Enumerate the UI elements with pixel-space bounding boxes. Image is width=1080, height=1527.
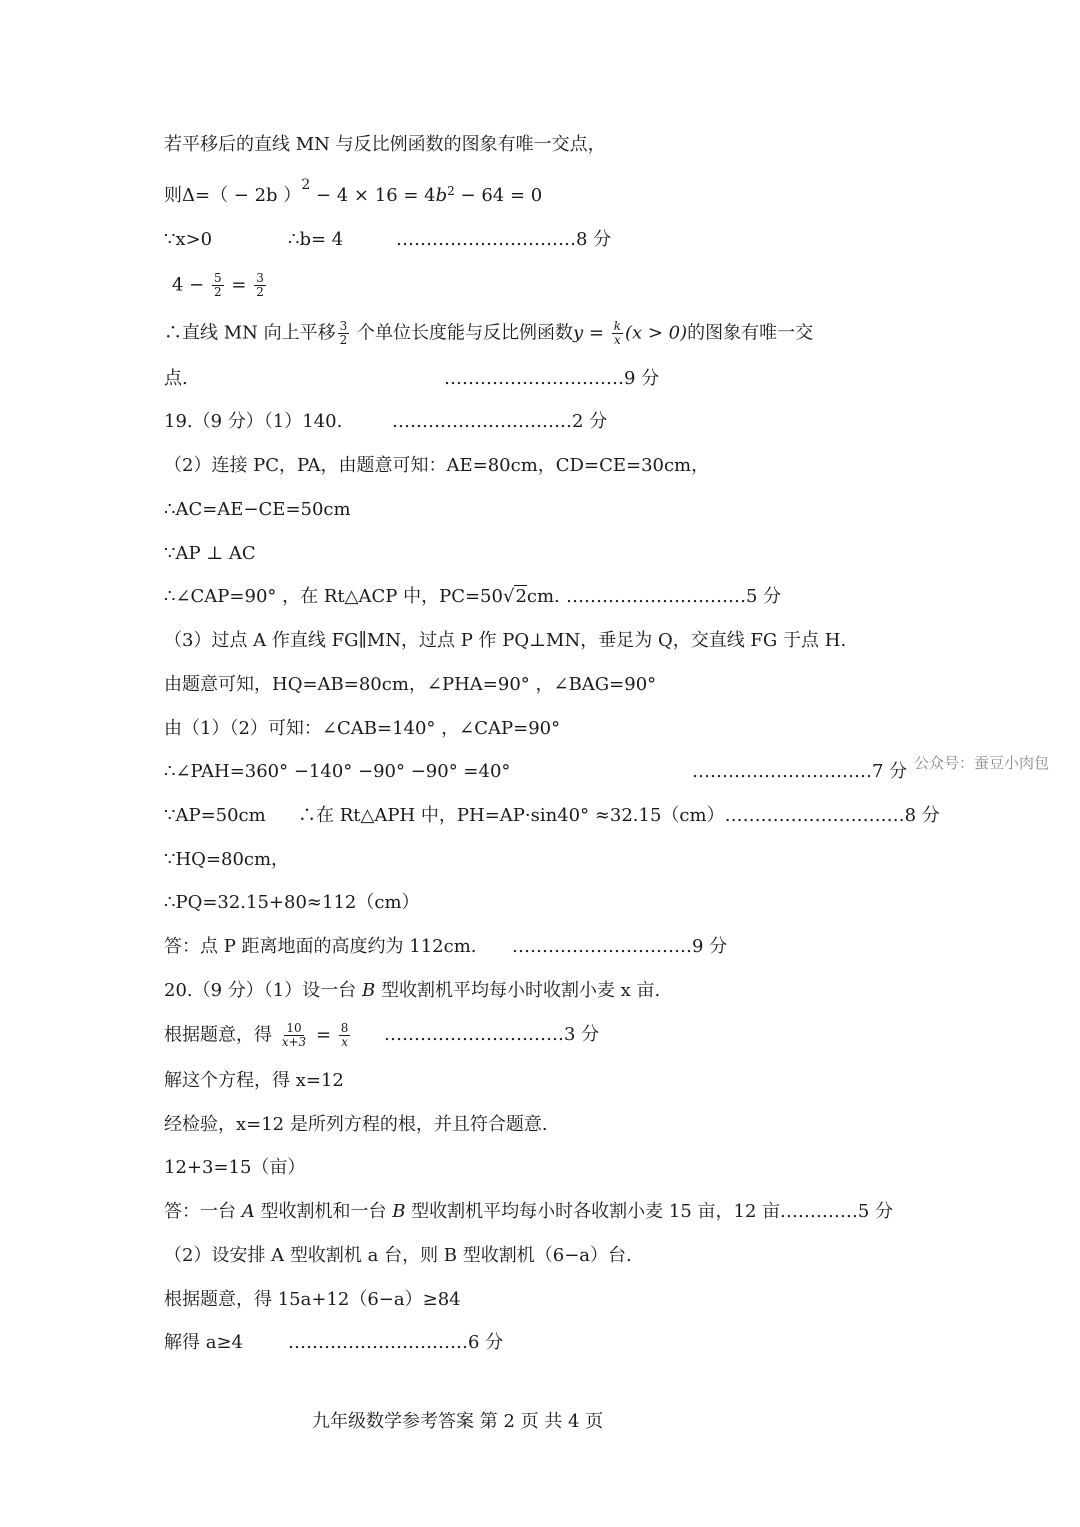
score-marker: …………………………2 分 <box>392 411 608 432</box>
text: (x > 0) <box>624 322 688 344</box>
question-heading <box>164 978 660 1004</box>
fraction-line <box>172 272 268 299</box>
text-line: 答：点 P 距离地面的高度约为 112cm. <box>164 936 477 957</box>
equation-line <box>164 1022 352 1049</box>
text-line <box>164 584 560 610</box>
denominator: x <box>613 333 621 347</box>
text-line: 根据题意，得 15a+12（6−a）≥84 <box>164 1289 461 1310</box>
exponent: 2 <box>447 184 455 198</box>
text: 4 − <box>172 274 205 296</box>
text: 根据题意，得 <box>164 1024 272 1046</box>
radicand: 2 <box>515 586 527 607</box>
text-line: （2）设安排 A 型收割机 a 台，则 B 型收割机（6−a）台. <box>164 1245 632 1266</box>
variable: B <box>361 980 376 1001</box>
score-marker: …………………………7 分 <box>692 761 908 782</box>
text: 的图象有唯一交 <box>687 322 814 344</box>
fraction <box>212 272 224 299</box>
text: = <box>231 274 247 296</box>
text-line: ∵x>0 <box>164 229 213 250</box>
text: ∴∠CAP=90° ，在 Rt△ACP 中，PC=50 <box>164 586 503 607</box>
text: = <box>583 322 610 344</box>
text: 型收割机和一台 <box>254 1201 393 1222</box>
text: 答：一台 <box>164 1201 242 1222</box>
text-line: 由（1）（2）可知：∠CAB=140° ，∠CAP=90° <box>164 718 561 739</box>
text: 个单位长度能与反比例函数 <box>351 322 573 344</box>
text-line: 解这个方程，得 x=12 <box>164 1070 344 1091</box>
score-marker: …………………………9 分 <box>444 368 660 389</box>
fraction <box>612 320 623 347</box>
page-footer: 九年级数学参考答案 第 2 页 共 4 页 <box>312 1411 604 1432</box>
text-line: （2）连接 PC，PA，由题意可知：AE=80cm，CD=CE=30cm， <box>164 455 710 476</box>
text-line: 经检验，x=12 是所列方程的根，并且符合题意. <box>164 1114 548 1135</box>
text-line: （3）过点 A 作直线 FG∥MN，过点 P 作 PQ⊥MN，垂足为 Q，交直线 FG 于点 H. <box>164 630 847 651</box>
score-marker: …………………………9 分 <box>512 936 728 957</box>
variable: B <box>392 1201 406 1222</box>
text-line: ∴PQ=32.15+80≈112（cm） <box>164 892 420 913</box>
text-line: 解得 a≥4 <box>164 1332 243 1353</box>
score-marker: …………………………6 分 <box>288 1332 504 1353</box>
text: cm. <box>526 586 560 607</box>
score-marker: …………………………8 分 <box>396 229 612 250</box>
numerator: 3 <box>339 319 348 333</box>
text-line: 点. <box>164 368 188 389</box>
text: ∴b= 4 <box>288 229 344 250</box>
text-line: 若平移后的直线 MN 与反比例函数的图象有唯一交点， <box>164 134 606 155</box>
fraction <box>339 1022 351 1049</box>
fraction <box>280 1022 308 1049</box>
denominator: x <box>341 1035 348 1049</box>
denominator: x+3 <box>281 1035 307 1049</box>
score-marker: …………………………3 分 <box>384 1024 600 1045</box>
text: 型收割机平均每小时收割小麦 x 亩. <box>375 980 661 1001</box>
text-line: 由题意可知，HQ=AB=80cm，∠PHA=90° ，∠BAG=90° <box>164 674 657 695</box>
exponent: 2 <box>301 177 311 193</box>
denominator: 2 <box>339 333 348 347</box>
sqrt-sign: √ <box>502 586 515 607</box>
variable: A <box>241 1201 255 1222</box>
denominator: 2 <box>214 285 222 299</box>
text: = <box>315 1024 332 1046</box>
text-line <box>164 1199 893 1225</box>
text: 型收割机平均每小时各收割小麦 15 亩，12 亩.…………5 分 <box>405 1201 894 1222</box>
text: − 4 × 16 = 4 <box>310 185 436 206</box>
text: 则Δ=（ − 2b ） <box>164 185 302 206</box>
text: − 64 = 0 <box>454 185 543 206</box>
numerator: 3 <box>256 271 264 285</box>
denominator: 2 <box>256 285 264 299</box>
numerator: 10 <box>286 1021 302 1035</box>
discriminant-line <box>164 177 543 210</box>
text-line: ∴AC=AE−CE=50cm <box>164 499 351 520</box>
text: ∴直线 MN 向上平移 <box>164 322 336 344</box>
text-line: ∴∠PAH=360° −140° −90° −90° =40° <box>164 761 511 782</box>
fraction <box>338 320 350 347</box>
score-marker: …………………………5 分 <box>566 586 782 607</box>
question-heading: 19.（9 分）（1）140. <box>164 411 343 432</box>
numerator: k <box>613 319 621 333</box>
text-line: 12+3=15（亩） <box>164 1157 306 1178</box>
text-line: ∵AP ⊥ AC <box>164 543 256 564</box>
text-line: ∵HQ=80cm， <box>164 849 290 870</box>
fraction <box>254 272 266 299</box>
variable: b <box>435 185 448 206</box>
text: 20.（9 分）（1）设一台 <box>164 980 362 1001</box>
text: ∴在 Rt△APH 中，PH=AP·sin40° ≈32.15（cm）…………………………8 分 <box>298 805 940 826</box>
variable: y <box>573 322 584 344</box>
numerator: 8 <box>340 1021 349 1035</box>
text-line: ∵AP=50cm <box>164 805 266 826</box>
watermark: 公众号：蚕豆小肉包 <box>914 754 1050 772</box>
numerator: 5 <box>214 271 222 285</box>
text-line <box>164 320 813 347</box>
